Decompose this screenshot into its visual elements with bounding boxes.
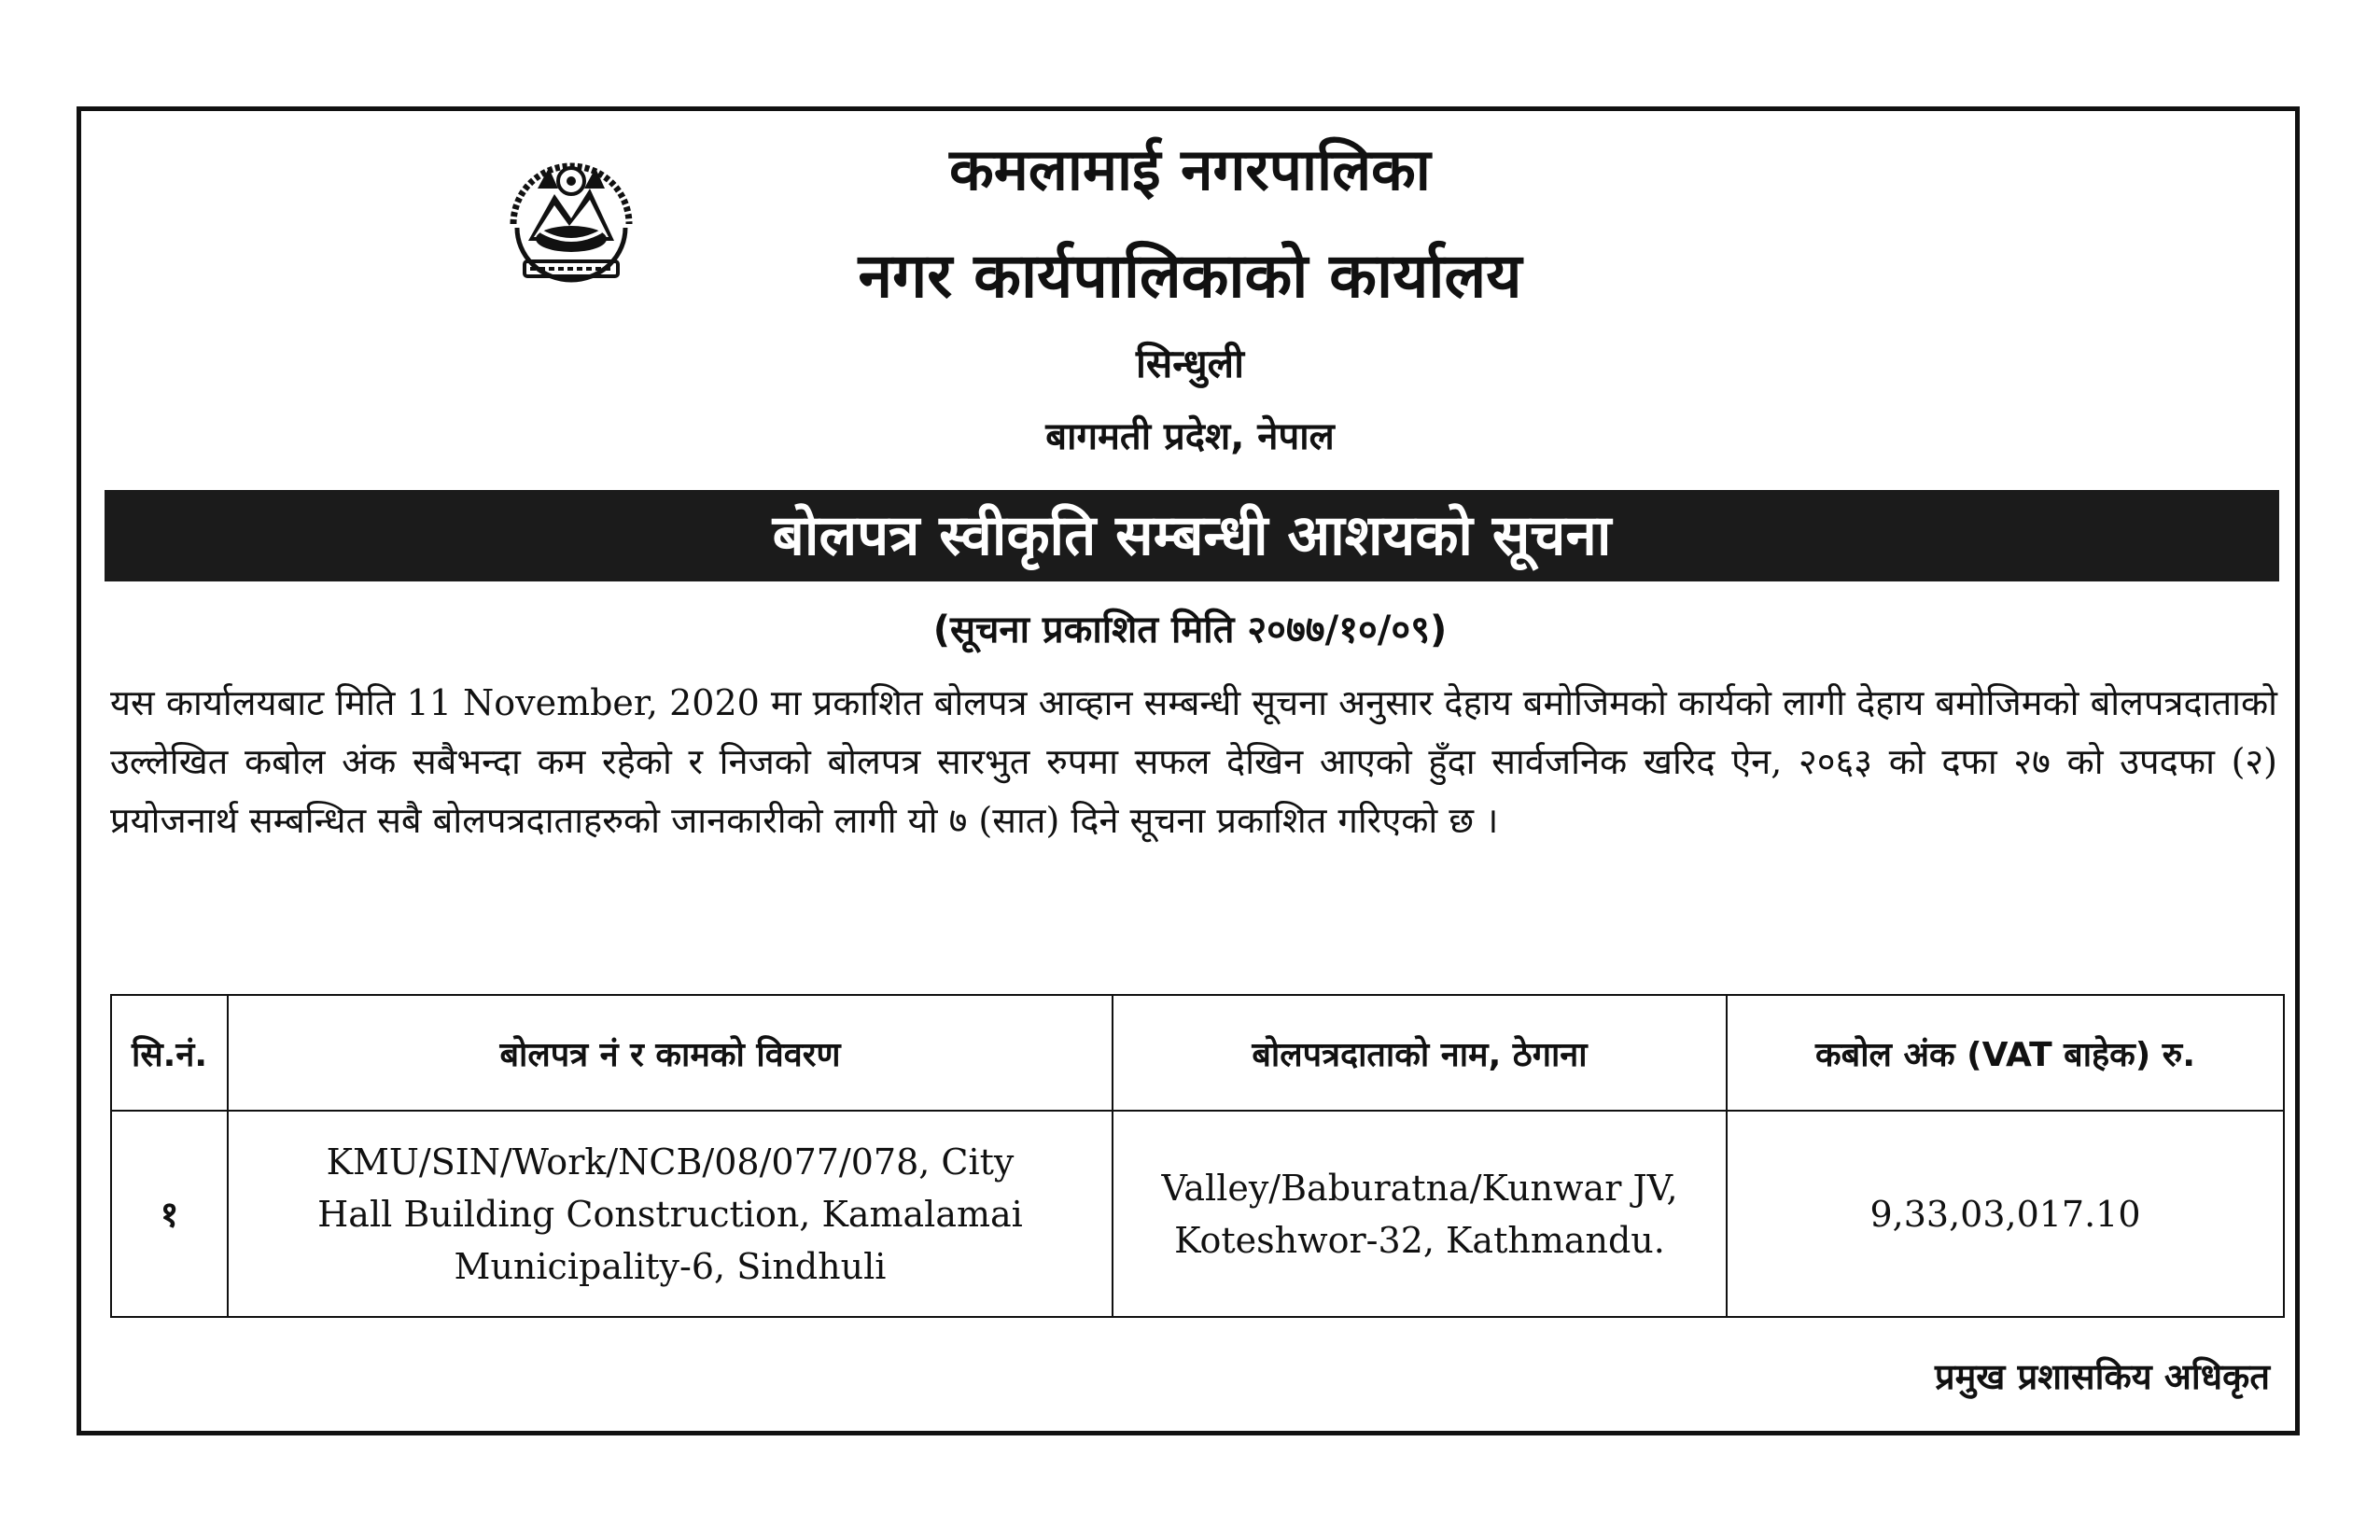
notice-title-banner: बोलपत्र स्वीकृति सम्बन्धी आशयको सूचना [105,490,2279,581]
header-bid-amount: कबोल अंक (VAT बाहेक) रु. [1727,995,2284,1111]
table-row [111,1111,2284,1317]
bid-acceptance-table [110,994,2285,1318]
office-name: नगर कार्यपालिकाको कार्यालय [858,240,1522,312]
header-bidder: बोलपत्रदाताको नाम, ठेगाना [1113,995,1727,1111]
municipality-name: कमलामाई नगरपालिका [949,135,1431,203]
cell-bid-amount: 9,33,03,017.10 [1727,1111,2284,1317]
province-country: बागमती प्रदेश, नेपाल [1045,415,1335,458]
cell-work-description: KMU/SIN/Work/NCB/08/077/078, City Hall Building Construction, Kamalamai Municipality-6, Sindhuli [228,1111,1113,1317]
table-header-row [111,995,2284,1111]
district-name: सिन्धुली [1135,341,1245,386]
notice-body: यस कार्यालयबाट मिति 11 November, 2020 मा प्रकाशित बोलपत्र आव्हान सम्बन्धी सूचना अनुसार देहाय बमोजिमको कार्यको लागी देहाय बमोजिमको बोलपत्रदाताको उल्लेखित कबोल अंक सबैभन्दा कम रहेको र निजको बोलपत्र सारभुत रुपमा सफल देखिन आएको हुँदा सार्वजनिक खरिद ऐन, २०६३ को दफा २७ को उपदफा (२) प्रयोजनार्थ सम्बन्धित सबै बोलपत्रदाताहरुको जानकारीको लागी यो ७ (सात) दिने सूचना प्रकाशित गरिएको छ । [110,682,2277,841]
signatory-title: प्रमुख प्रशासकिय अधिकृत [1934,1356,2270,1397]
cell-bidder: Valley/Baburatna/Kunwar JV, Koteshwor-32, Kathmandu. [1113,1111,1727,1317]
published-date: (सूचना प्रकाशित मिति २०७७/१०/०९) [932,609,1448,651]
header-serial-number: सि.नं. [111,995,228,1111]
header-work-description: बोलपत्र नं र कामको विवरण [228,995,1113,1111]
cell-serial-number: १ [111,1111,228,1317]
